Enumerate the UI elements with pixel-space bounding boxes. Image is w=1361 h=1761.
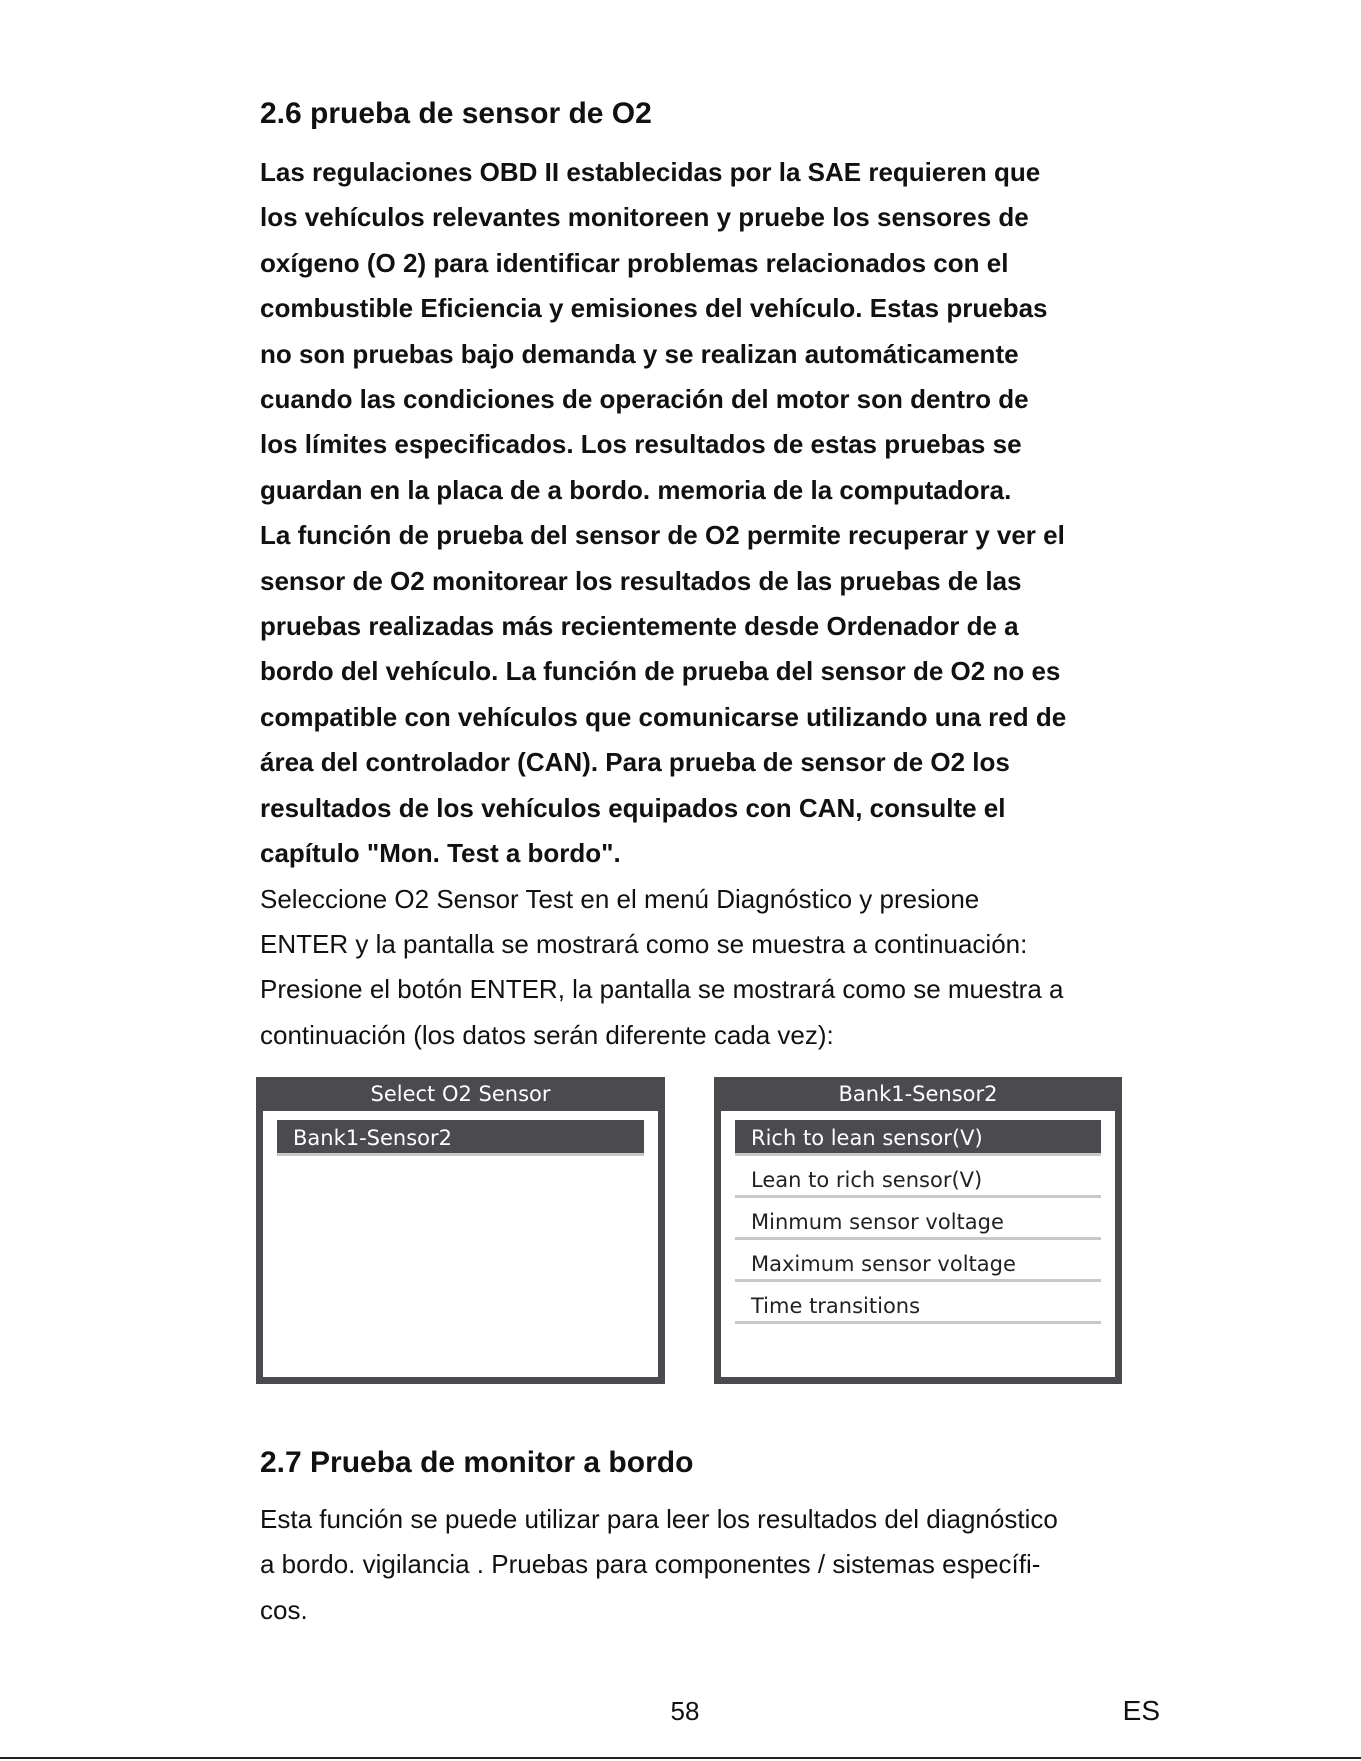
text-line: no son pruebas bajo demanda y se realizan automáticamente xyxy=(260,338,1019,369)
menu-item-rich-to-lean[interactable]: Rich to lean sensor(V) xyxy=(735,1120,1101,1156)
text-line: ENTER y la pantalla se mostrará como se muestra a continuación: xyxy=(260,928,1028,959)
section-2-6 xyxy=(260,94,1160,134)
menu-item-min-voltage[interactable]: Minmum sensor voltage xyxy=(735,1204,1101,1240)
text-line: sensor de O2 monitorear los resultados de las pruebas de las xyxy=(260,565,1022,596)
text-line: área del controlador (CAN). Para prueba de sensor de O2 los xyxy=(260,747,1010,778)
text-line: Seleccione O2 Sensor Test en el menú Diagnóstico y presione xyxy=(260,883,980,914)
menu-item-max-voltage[interactable]: Maximum sensor voltage xyxy=(735,1246,1101,1282)
page-number: 58 xyxy=(670,1696,700,1726)
text-line: Las regulaciones OBD II establecidas por la SAE requieren que xyxy=(260,157,1041,187)
screen-bank1-sensor2 xyxy=(714,1077,1122,1384)
screen-body xyxy=(263,1111,658,1377)
page-bottom-rule xyxy=(0,1757,1361,1759)
screen-select-o2-sensor xyxy=(256,1077,665,1384)
text-line: compatible con vehículos que comunicarse utilizando una red de xyxy=(260,701,1067,732)
text-line: pruebas realizadas más recientemente desde Ordenador de a xyxy=(260,611,1019,642)
text-line: guardan en la placa de a bordo. memoria de la computadora. xyxy=(260,474,1012,505)
text-line: cuando las condiciones de operación del motor son dentro de xyxy=(260,384,1029,415)
text-line: combustible Eficiencia y emisiones del vehículo. Estas pruebas xyxy=(260,293,1048,324)
text-line: los vehículos relevantes monitoreen y pruebe los sensores de xyxy=(260,202,1029,233)
menu-item-bank1-sensor2[interactable]: Bank1-Sensor2 xyxy=(277,1120,644,1156)
menu-item-lean-to-rich[interactable]: Lean to rich sensor(V) xyxy=(735,1162,1101,1198)
section-heading: 2.6 prueba de sensor de O2 xyxy=(260,97,652,130)
text-line: continuación (los datos serán diferente cada vez): xyxy=(260,1019,834,1050)
section-2-6-bold-paragraph xyxy=(260,150,1160,1058)
menu-item-time-transitions[interactable]: Time transitions xyxy=(735,1288,1101,1324)
text-line: capítulo "Mon. Test a bordo". xyxy=(260,838,621,869)
text-line: cos. xyxy=(260,1594,308,1625)
text-line: Presione el botón ENTER, la pantalla se mostrará como se muestra a xyxy=(260,974,1064,1005)
screen-title: Select O2 Sensor xyxy=(370,1082,551,1106)
text-line: oxígeno (O 2) para identificar problemas relacionados con el xyxy=(260,247,1009,278)
language-code: ES xyxy=(1122,1695,1160,1726)
section-2-7-paragraph xyxy=(260,1497,1160,1633)
text-line: los límites especificados. Los resultados de estas pruebas se xyxy=(260,429,1022,460)
text-line: resultados de los vehículos equipados con CAN, consulte el xyxy=(260,792,1006,823)
text-line: Esta función se puede utilizar para leer los resultados del diagnóstico xyxy=(260,1504,1058,1534)
screen-body xyxy=(721,1111,1115,1377)
text-line: a bordo. vigilancia . Pruebas para componentes / sistemas específi- xyxy=(260,1549,1041,1580)
section-heading: 2.7 Prueba de monitor a bordo xyxy=(260,1446,694,1479)
screen-title: Bank1-Sensor2 xyxy=(838,1082,998,1106)
text-line: bordo del vehículo. La función de prueba del sensor de O2 no es xyxy=(260,656,1061,687)
instruction-paragraph xyxy=(260,877,1160,1059)
section-2-7 xyxy=(260,1443,1160,1483)
text-line: La función de prueba del sensor de O2 permite recuperar y ver el xyxy=(260,520,1065,551)
description-paragraph xyxy=(260,1497,1160,1633)
bold-paragraph xyxy=(260,150,1160,877)
